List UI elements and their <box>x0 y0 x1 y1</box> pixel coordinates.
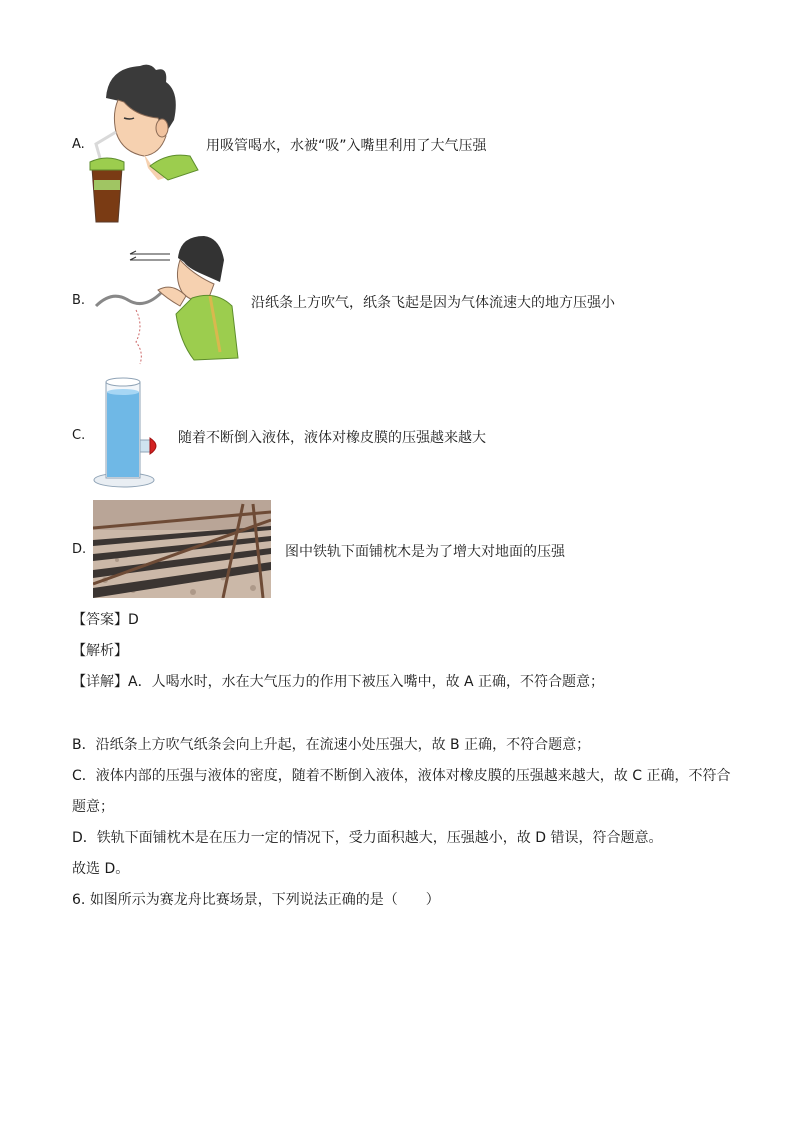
answer-value: D <box>128 612 139 628</box>
detail-line-c1: C．液体内部的压强与液体的密度，随着不断倒入液体，液体对橡皮膜的压强越来越大，故 C 正确，不符合 <box>72 768 731 784</box>
option-c-letter: C. <box>72 428 86 443</box>
analysis-label: 【解析】 <box>72 643 128 659</box>
detail-line-a <box>72 671 604 691</box>
option-a-letter: A. <box>72 137 85 152</box>
railway-sleepers-photo <box>93 500 271 598</box>
option-b-text: 沿纸条上方吹气，纸条飞起是因为气体流速大的地方压强小 <box>251 295 615 311</box>
option-d-letter: D. <box>72 542 87 557</box>
option-b-letter: B. <box>72 293 86 308</box>
option-d-text: 图中铁轨下面铺枕木是为了增大对地面的压强 <box>285 544 565 560</box>
detail-line-b: B．沿纸条上方吹气纸条会向上升起，在流速小处压强大，故 B 正确，不符合题意； <box>72 737 591 753</box>
detail-a-text: A．人喝水时，水在大气压力的作用下被压入嘴中，故 A 正确，不符合题意； <box>128 674 605 690</box>
question-number: 6. <box>72 892 86 908</box>
cylinder-rubber-membrane-icon <box>92 376 168 492</box>
question-6 <box>72 889 440 909</box>
detail-label: 【详解】 <box>72 674 128 690</box>
option-c-text: 随着不断倒入液体，液体对橡皮膜的压强越来越大 <box>178 430 486 446</box>
answer-line <box>72 609 139 629</box>
boy-drinking-straw-icon <box>88 62 200 224</box>
detail-conclusion: 故选 D。 <box>72 861 130 877</box>
answer-label: 【答案】 <box>72 612 128 628</box>
option-a-text: 用吸管喝水，水被“吸”入嘴里利用了大气压强 <box>206 138 487 154</box>
detail-line-c2: 题意； <box>72 799 114 815</box>
question-text: 如图所示为赛龙舟比赛场景，下列说法正确的是（ ） <box>89 892 440 908</box>
boy-blowing-paper-icon <box>92 234 240 366</box>
detail-line-d: D．铁轨下面铺枕木是在压力一定的情况下，受力面积越大，压强越小，故 D 错误，符合题意。 <box>72 830 663 846</box>
